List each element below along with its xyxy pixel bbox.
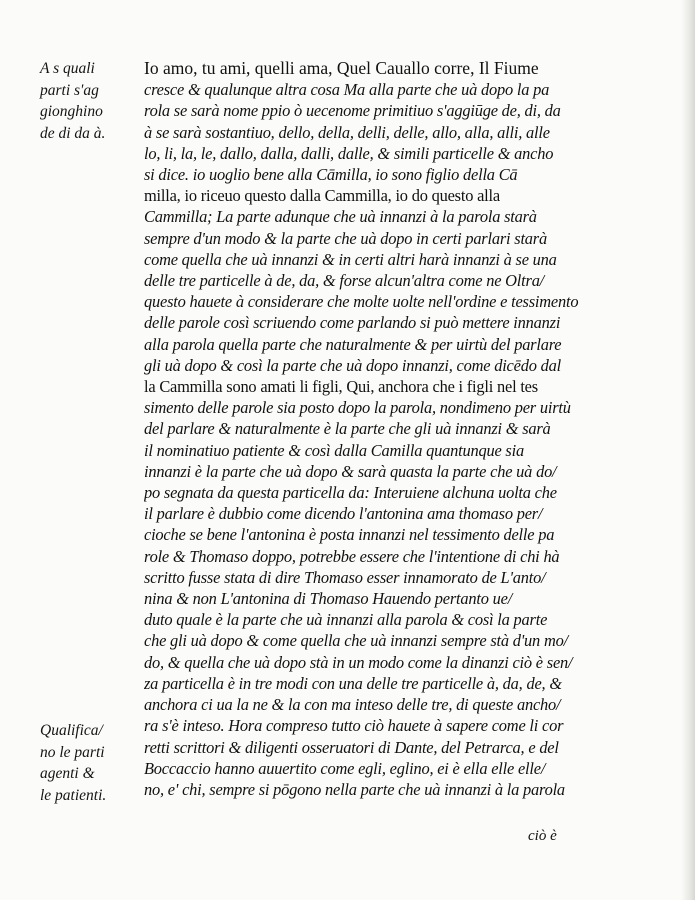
text-line: Cammilla; La parte adunque che uà innanzi à la parola starà <box>144 207 537 227</box>
text-line: questo hauete à considerare che molte uolte nell'ordine e tessimento <box>144 292 579 312</box>
text-line: do, & quella che uà dopo stà in un modo come la dinanzi ciò è sen/ <box>144 652 573 672</box>
text-line: po segnata da questa particella da: Interuiene alchuna uolta che <box>144 483 557 503</box>
margin-note-bottom <box>40 720 145 806</box>
text-line: no, e' chi, sempre si pōgono nella parte che uà innanzi à la parola <box>144 779 565 799</box>
text-line: si dice. io uoglio bene alla Cāmilla, io sono figlio della Cā <box>144 165 518 185</box>
margin-note-line: agenti & <box>40 765 95 782</box>
text-line: il parlare è dubbio come dicendo l'antonina ama thomaso per/ <box>144 504 543 524</box>
text-line: come quella che uà innanzi & in certi altri harà innanzi à se una <box>144 249 557 269</box>
text-line: nina & non L'antonina di Thomaso Hauendo pertanto ue/ <box>144 589 513 609</box>
text-line: anchora ci ua la ne & la con ma inteso delle tre, di queste ancho/ <box>144 695 561 715</box>
text-line: delle parole così scriuendo come parlando si può mettere innanzi <box>144 313 561 333</box>
page-edge-shadow <box>681 0 695 900</box>
text-line: innanzi è la parte che uà dopo & sarà quasta la parte che uà do/ <box>144 461 557 481</box>
text-line: sempre d'un modo & la parte che uà dopo in certi parlari starà <box>144 228 547 248</box>
margin-note-line: A s quali <box>40 60 95 77</box>
text-line: Io amo, tu ami, quelli ama, Quel Cauallo corre, Il Fiume <box>144 58 539 78</box>
main-text-block <box>144 58 679 800</box>
margin-note-top <box>40 58 145 144</box>
text-line: cioche se bene l'antonina è posta innanzi nel tessimento delle pa <box>144 525 555 545</box>
text-line: del parlare & naturalmente è la parte che gli uà innanzi & sarà <box>144 419 551 439</box>
text-line: role & Thomaso doppo, potrebbe essere che l'intentione di chi hà <box>144 546 560 566</box>
text-line: ra s'è inteso. Hora compreso tutto ciò hauete à sapere come li cor <box>144 716 564 736</box>
text-line: che gli uà dopo & come quella che uà innanzi sempre stà d'un mo/ <box>144 631 568 651</box>
text-line: retti scrittori & diligenti osseruatori di Dante, del Petrarca, e del <box>144 737 559 757</box>
text-line: rola se sarà nome ppio ò uecenome primitiuo s'aggiūge de, di, da <box>144 101 561 121</box>
text-line: il nominatiuo patiente & così dalla Camilla quantunque sia <box>144 440 524 460</box>
text-line: za particella è in tre modi con una delle tre particelle à, da, de, & <box>144 673 562 693</box>
margin-note-line: gionghino <box>40 103 103 120</box>
text-line: milla, io riceuo questo dalla Cammilla, io do questo alla <box>144 186 500 206</box>
text-line: scritto fusse stata di dire Thomaso esser innamorato de L'anto/ <box>144 567 546 587</box>
text-line: à se sarà sostantiuo, dello, della, delli, delle, allo, alla, alli, alle <box>144 122 550 142</box>
margin-note-line: Qualifica/ <box>40 722 103 739</box>
text-line: alla parola quella parte che naturalmente & per uirtù del parlare <box>144 334 562 354</box>
margin-note-line: de di da à. <box>40 124 106 142</box>
text-line: lo, li, la, le, dallo, dalla, dalli, dalle, & simili particelle & ancho <box>144 143 554 163</box>
text-line: cresce & qualunque altra cosa Ma alla parte che uà dopo la pa <box>144 80 550 100</box>
text-line: la Cammilla sono amati li figli, Qui, anchora che i figli nel tes <box>144 377 538 397</box>
text-line: Boccaccio hanno auuertito come egli, eglino, ei è ella elle elle/ <box>144 758 546 778</box>
margin-note-line: parti s'ag <box>40 81 99 99</box>
margin-note-line: no le parti <box>40 743 105 761</box>
text-line: duto quale è la parte che uà innanzi alla parola & così la parte <box>144 610 548 630</box>
text-line: simento delle parole sia posto dopo la parola, nondimeno per uirtù <box>144 398 571 418</box>
margin-note-line: le patienti. <box>40 786 107 804</box>
catchword: ciò è <box>528 828 557 844</box>
text-line: delle tre particelle à de, da, & forse alcun'altra come ne Oltra/ <box>144 271 545 291</box>
text-line: gli uà dopo & così la parte che uà dopo innanzi, come dicēdo dal <box>144 355 561 375</box>
